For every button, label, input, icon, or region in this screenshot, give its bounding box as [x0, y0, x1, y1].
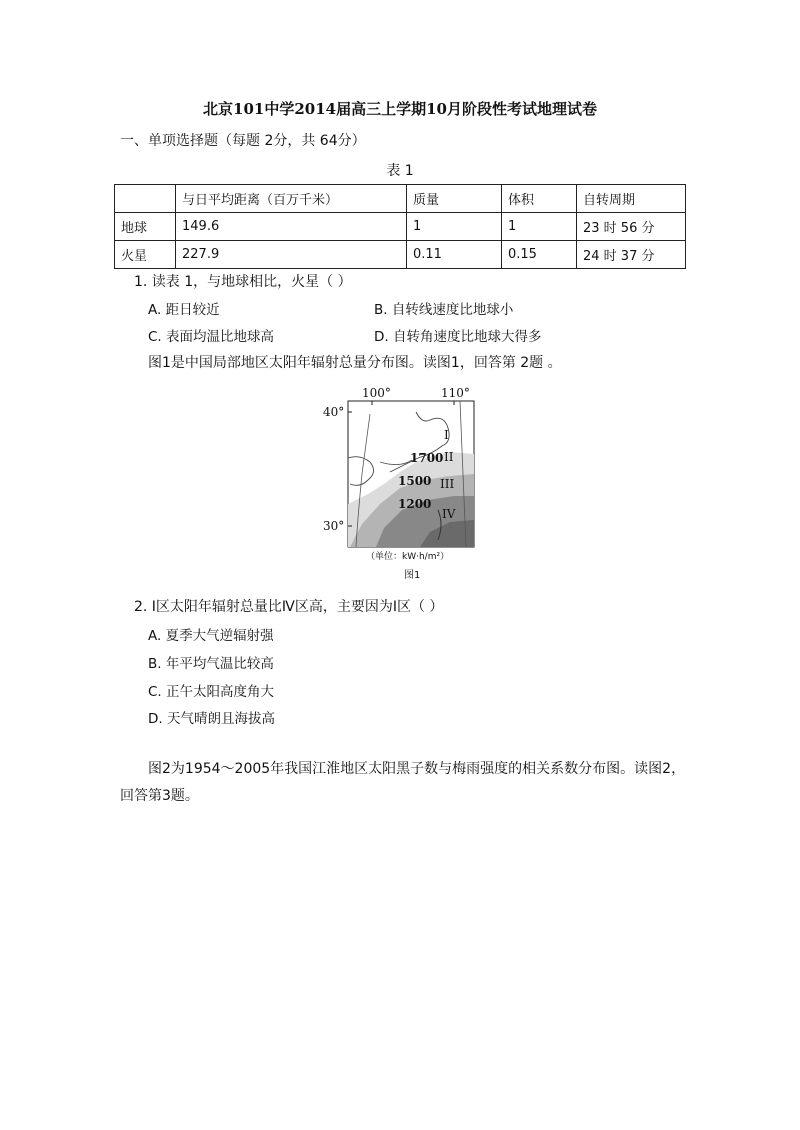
- question-2-option-c: C. 正午太阳高度角大: [148, 684, 275, 700]
- latitude-label: 40°: [323, 405, 345, 419]
- unit-label: （单位：kW·h/m²）: [366, 552, 450, 562]
- figure-1-intro: 图1是中国局部地区太阳年辐射总量分布图。读图1，回答第 2题 。: [148, 355, 562, 371]
- question-2-stem: 2. Ⅰ区太阳年辐射总量比Ⅳ区高，主要因为Ⅰ区（ ）: [134, 599, 444, 615]
- table-caption: 表 1: [386, 163, 414, 179]
- table-cell: 149.6: [176, 213, 407, 241]
- table-cell: 火星: [115, 241, 176, 269]
- table-row: [115, 241, 686, 269]
- zone-label: II: [444, 450, 454, 464]
- table-cell: 23 时 56 分: [577, 213, 686, 241]
- table-header-cell: 质量: [407, 185, 502, 213]
- longitude-label: 110°: [441, 386, 470, 400]
- zone-label: IV: [442, 507, 456, 521]
- figure-caption: 图1: [404, 570, 421, 581]
- question-2-option-d: D. 天气晴朗且海拔高: [148, 711, 275, 727]
- zone-label: I: [444, 428, 449, 442]
- question-1-option-c: C. 表面均温比地球高: [148, 329, 275, 345]
- latitude-label: 30°: [323, 519, 345, 533]
- isoline-label: 1200: [398, 497, 432, 511]
- question-1-option-b: B. 自转线速度比地球小: [374, 302, 514, 318]
- isoline-label: 1500: [398, 474, 432, 488]
- table-cell: 1: [502, 213, 577, 241]
- longitude-label: 100°: [362, 386, 391, 400]
- question-1-option-d: D. 自转角速度比地球大得多: [374, 329, 542, 345]
- table-cell: 地球: [115, 213, 176, 241]
- table-cell: 0.11: [407, 241, 502, 269]
- isoline-label: 1700: [410, 451, 444, 465]
- table-cell: 1: [407, 213, 502, 241]
- question-2-option-a: A. 夏季大气逆辐射强: [148, 628, 274, 644]
- table-header-cell: 体积: [502, 185, 577, 213]
- table-cell: 227.9: [176, 241, 407, 269]
- table-header-cell: 与日平均距离（百万千米）: [176, 185, 407, 213]
- table-row: [115, 213, 686, 241]
- table-cell: 0.15: [502, 241, 577, 269]
- question-1-stem: 1. 读表 1，与地球相比，火星（ ）: [134, 274, 352, 290]
- figure-1-map: [320, 384, 480, 584]
- table-header-row: [115, 185, 686, 213]
- section-heading: 一、单项选择题（每题 2分，共 64分）: [120, 133, 366, 149]
- figure-2-intro-line-1: 图2为1954～2005年我国江淮地区太阳黑子数与梅雨强度的相关系数分布图。读图2，: [148, 761, 686, 777]
- zone-label: III: [440, 477, 455, 491]
- question-1-option-a: A. 距日较近: [148, 302, 220, 318]
- planet-table: [114, 184, 686, 269]
- question-2-option-b: B. 年平均气温比较高: [148, 656, 274, 672]
- table-header-cell: 自转周期: [577, 185, 686, 213]
- table-cell: 24 时 37 分: [577, 241, 686, 269]
- figure-2-intro-line-2: 回答第3题。: [120, 788, 199, 804]
- page-title: 北京101中学2014届高三上学期10月阶段性考试地理试卷: [203, 100, 597, 118]
- table-header-cell: [115, 185, 176, 213]
